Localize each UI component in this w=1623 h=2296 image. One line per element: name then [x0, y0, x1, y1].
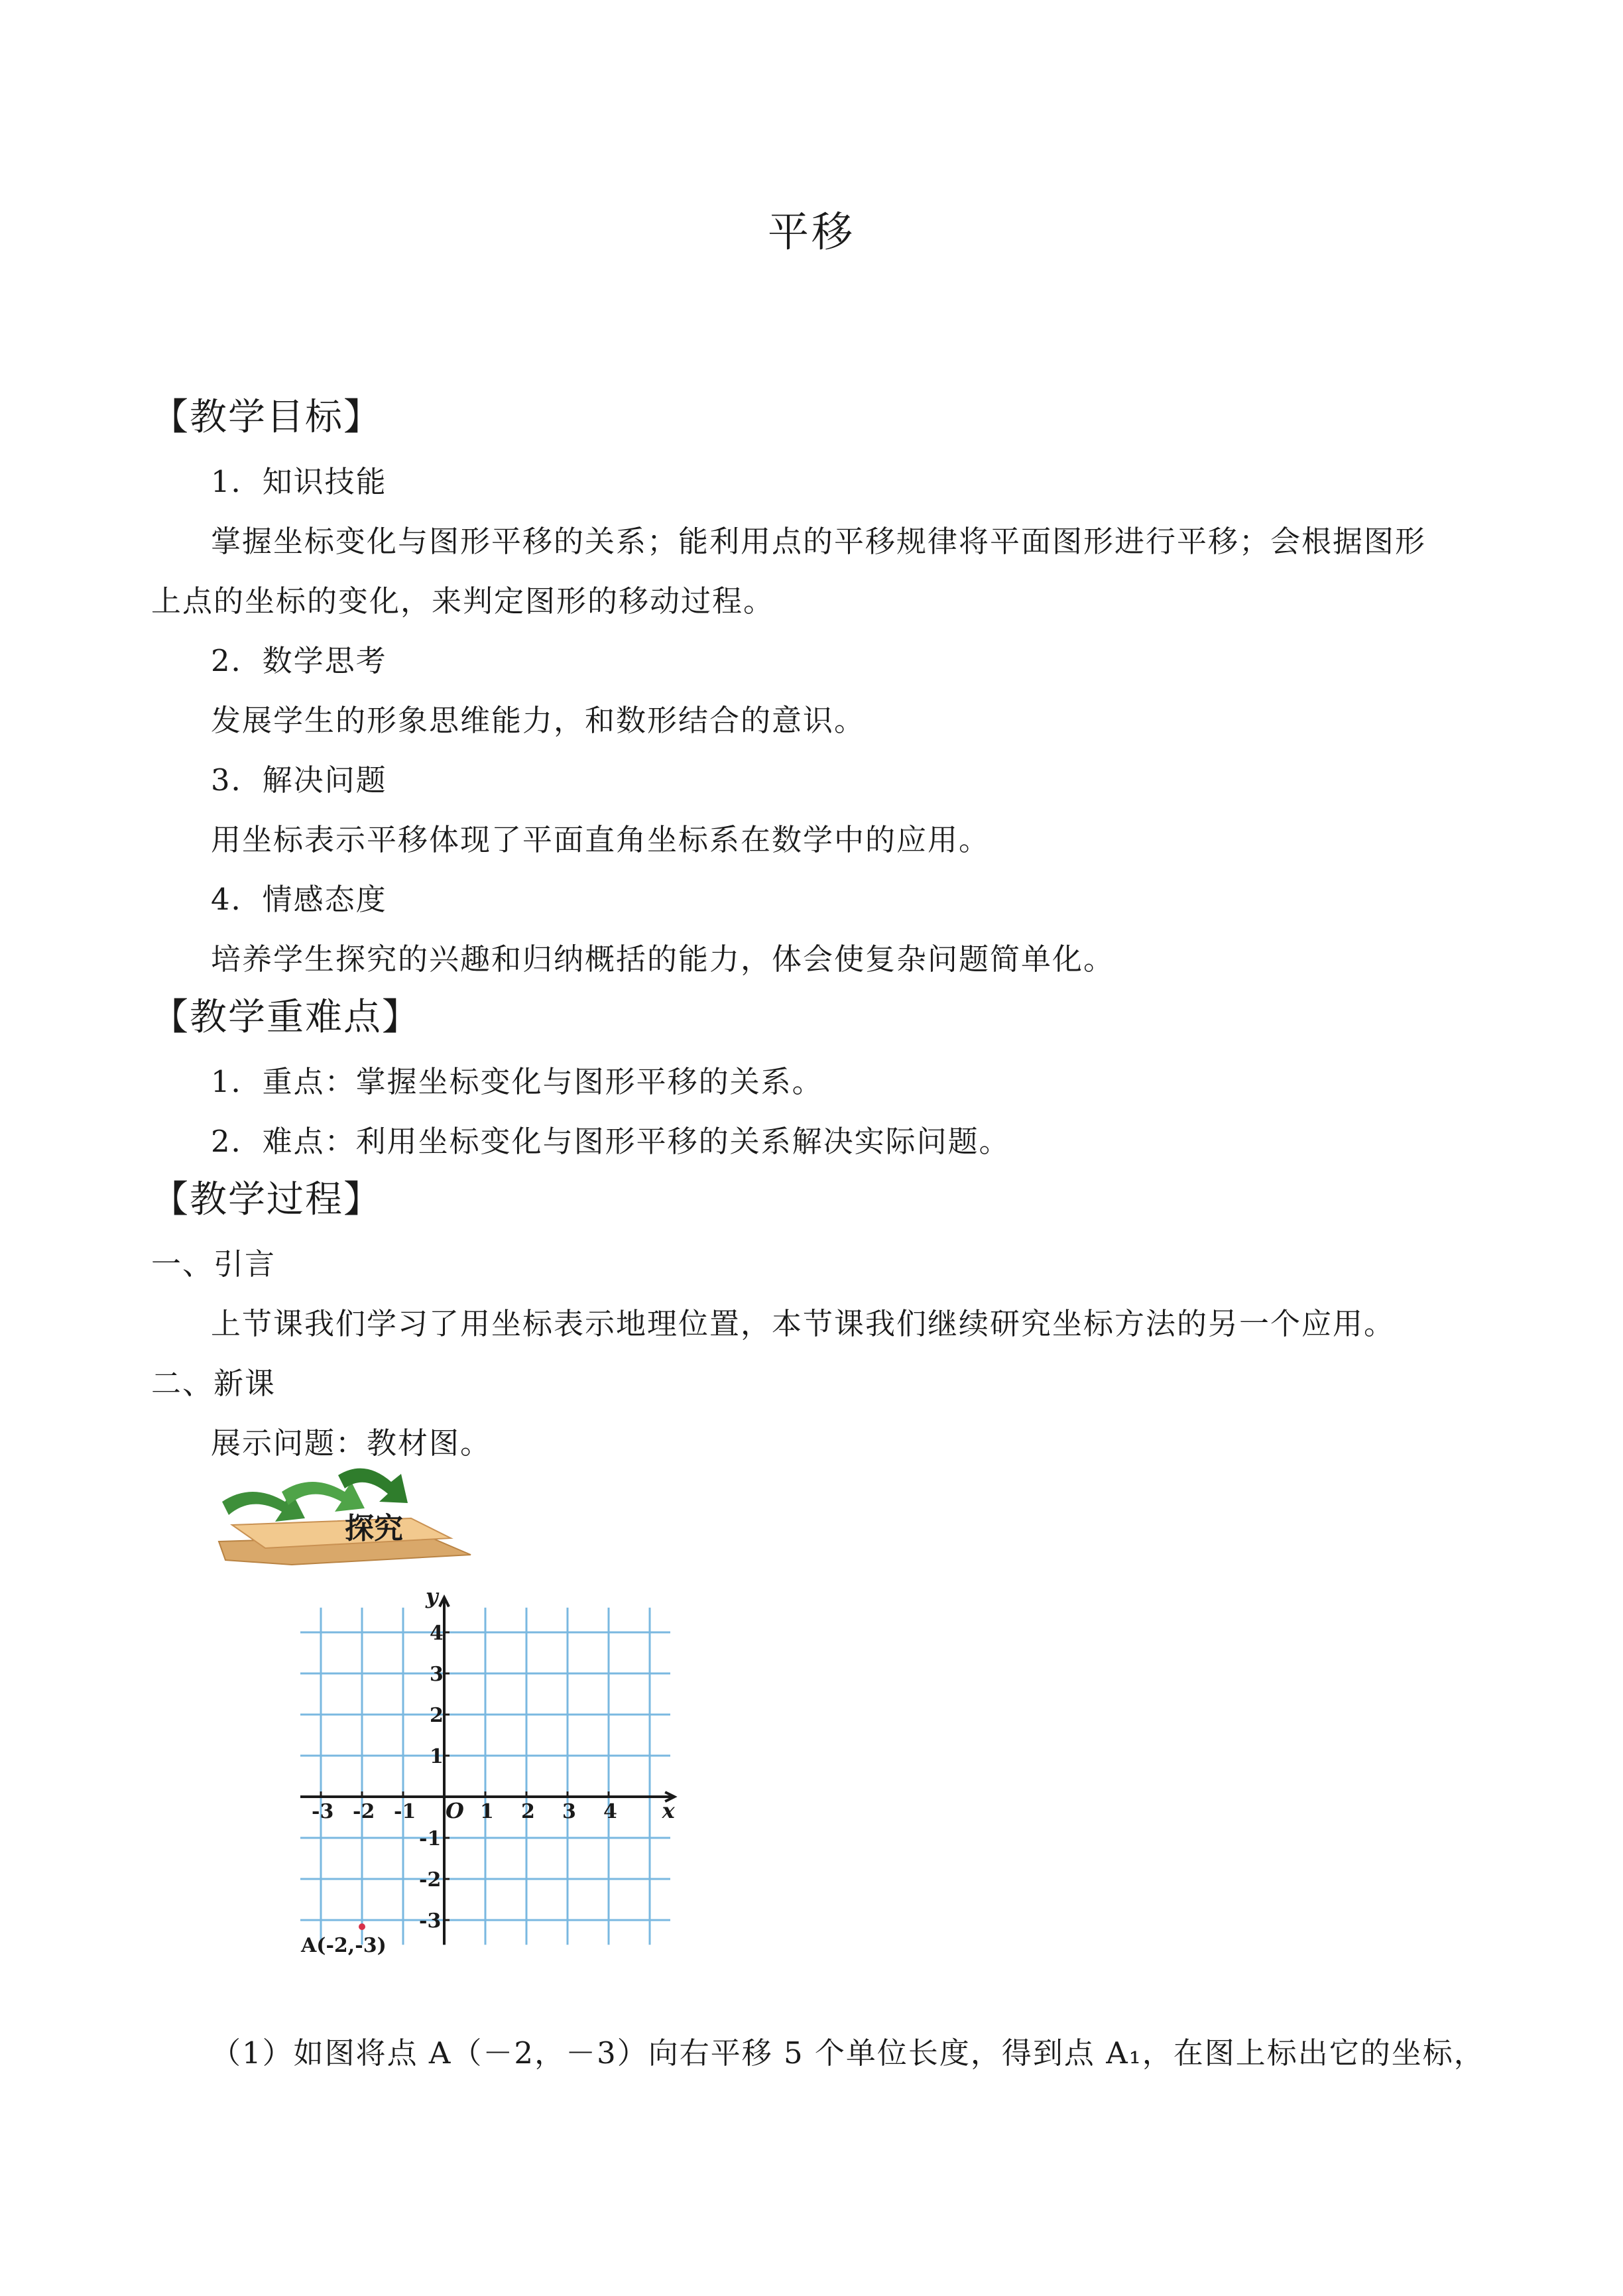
y-axis	[440, 1597, 449, 1945]
x-tick-label: 2	[521, 1800, 535, 1823]
goal-text-2: 发展学生的形象思维能力，和数形结合的意识。	[211, 703, 866, 738]
x-tick-label: -1	[394, 1800, 416, 1823]
goal-label-1: 1．知识技能	[211, 464, 387, 499]
goal-text-1: 掌握坐标变化与图形平移的关系；能利用点的平移规律将平面图形进行平移；会根据图形	[211, 524, 1427, 559]
goal-label-2: 2．数学思考	[211, 643, 387, 678]
axes	[300, 1597, 674, 1945]
y-tick-label: 3	[430, 1663, 444, 1686]
y-tick-label: 1	[430, 1745, 444, 1768]
page-title: 平移	[767, 208, 855, 256]
point-a-label: A(-2,-3)	[301, 1934, 387, 1957]
intro-text: 上节课我们学习了用坐标表示地理位置，本节课我们继续研究坐标方法的另一个应用。	[211, 1306, 1396, 1341]
origin-label: O	[446, 1798, 464, 1823]
y-tick-label: -2	[419, 1868, 442, 1892]
point-a-marker	[359, 1923, 365, 1930]
goal-label-4: 4．情感态度	[211, 882, 387, 917]
coordinate-grid-figure	[301, 1571, 709, 1969]
x-tick-label: -2	[353, 1800, 375, 1823]
x-tick-label: 4	[603, 1800, 617, 1823]
x-tick-label: -3	[312, 1800, 334, 1823]
y-tick-label: -1	[419, 1827, 442, 1850]
y-axis-label: y	[426, 1583, 438, 1609]
goal-text-3: 用坐标表示平移体现了平面直角坐标系在数学中的应用。	[211, 822, 991, 857]
key-point-1: 1．重点：掌握坐标变化与图形平移的关系。	[211, 1064, 823, 1099]
goal-text-1-cont: 上点的坐标的变化，来判定图形的移动过程。	[151, 583, 775, 619]
question-1: （1）如图将点 A（－2，－3）向右平移 5 个单位长度，得到点 A₁，在图上标出它的坐标，	[211, 2035, 1485, 2071]
key-point-2: 2．难点：利用坐标变化与图形平移的关系解决实际问题。	[211, 1124, 1010, 1159]
y-tick-label: 4	[430, 1622, 444, 1645]
x-tick-label: 1	[480, 1800, 494, 1823]
y-tick-label: -3	[419, 1909, 442, 1933]
goal-text-4: 培养学生探究的兴趣和归纳概括的能力，体会使复杂问题简单化。	[211, 941, 1115, 977]
goal-label-3: 3．解决问题	[211, 762, 387, 798]
section-heading-key-points: 【教学重难点】	[151, 996, 420, 1039]
section-heading-goals: 【教学目标】	[151, 396, 382, 439]
intro-heading: 一、引言	[151, 1246, 276, 1282]
new-lesson-text: 展示问题：教材图。	[211, 1425, 492, 1461]
section-heading-process: 【教学过程】	[151, 1178, 382, 1221]
x-axis-label: x	[662, 1798, 675, 1823]
new-lesson-heading: 二、新课	[151, 1366, 276, 1401]
tick-labels	[312, 1622, 617, 1933]
banner-label: 探究	[345, 1512, 403, 1545]
grid-lines	[300, 1608, 670, 1945]
y-tick-label: 2	[430, 1704, 444, 1727]
x-tick-label: 3	[562, 1800, 576, 1823]
explore-banner	[212, 1455, 477, 1571]
